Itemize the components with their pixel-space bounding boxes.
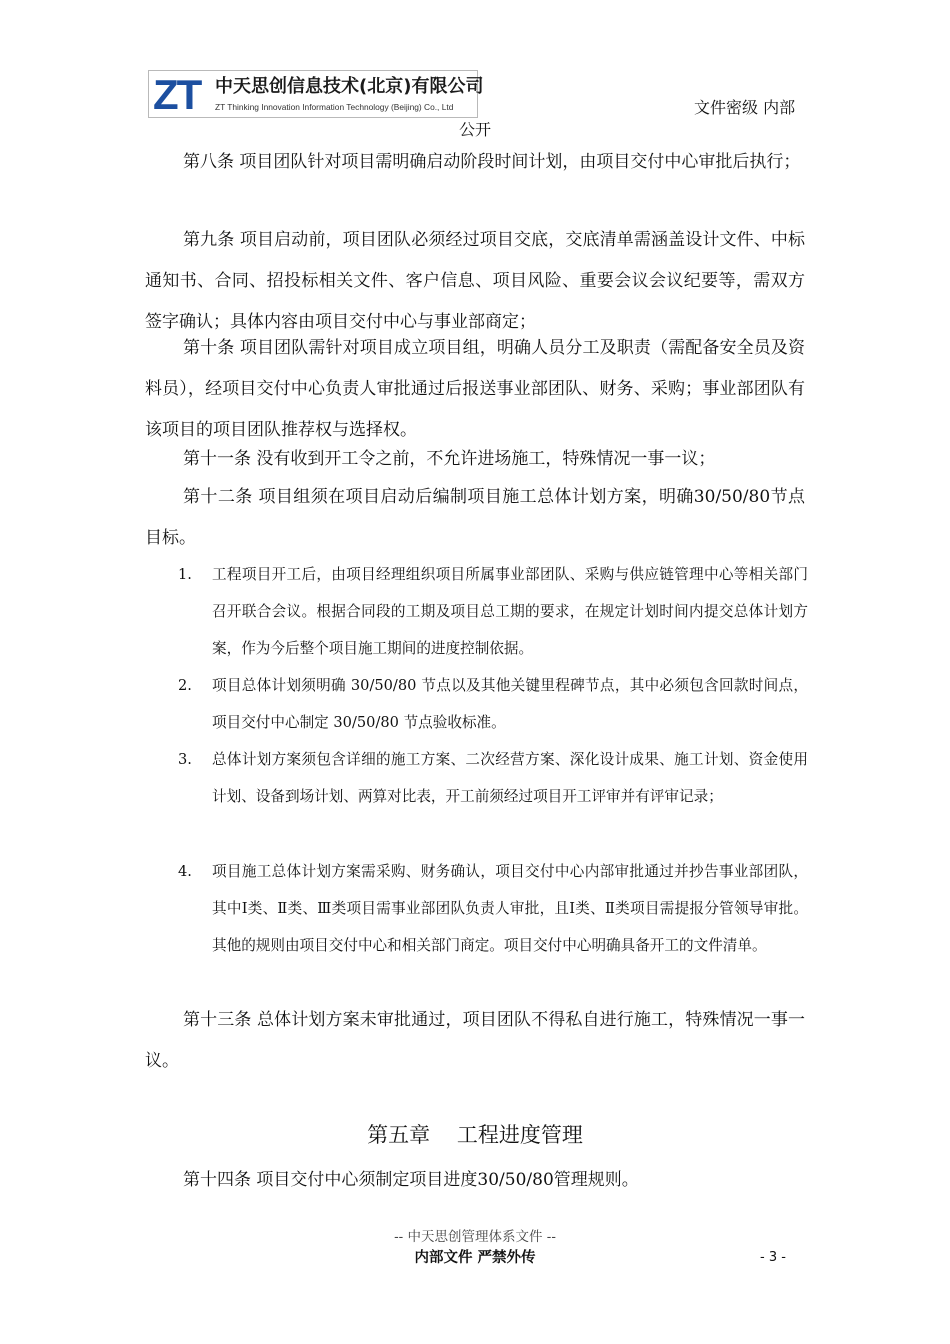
company-name-en: ZT Thinking Innovation Information Technology (Beijing) Co., Ltd	[215, 102, 454, 112]
article-8: 第八条 项目团队针对项目需明确启动阶段时间计划，由项目交付中心审批后执行；	[183, 152, 801, 172]
chapter-heading: 第五章 工程进度管理	[367, 1123, 583, 1147]
article-9: 第九条 项目启动前，项目团队必须经过项目交底，交底清单需涵盖设计文件、中标通知书、合同、招投标相关文件、客户信息、项目风险、重要会议会议纪要等，需双方签字确认；具体内容由项目交付中心与事业部商定；	[145, 230, 805, 332]
page-number: - 3 -	[760, 1250, 786, 1265]
list-item-text: 总体计划方案须包含详细的施工方案、二次经营方案、深化设计成果、施工计划、资金使用计划、设备到场计划、两算对比表，开工前须经过项目开工评审并有评审记录；	[212, 751, 808, 805]
list-item-text: 项目总体计划须明确 30/50/80 节点以及其他关键里程碑节点，其中必须包含回款时间点，项目交付中心制定 30/50/80 节点验收标准。	[212, 677, 808, 731]
list-item	[178, 556, 808, 667]
classification-label-continued: 公开	[459, 120, 492, 139]
article-11: 第十一条 没有收到开工令之前，不允许进场施工，特殊情况一事一议；	[183, 449, 716, 469]
list-item-number: 3.	[178, 751, 192, 768]
list-item	[178, 667, 808, 741]
list-item-number: 4.	[178, 863, 192, 880]
list-item	[178, 741, 808, 815]
list-item-text: 项目施工总体计划方案需采购、财务确认，项目交付中心内部审批通过并抄告事业部团队，其中Ⅰ类、Ⅱ类、Ⅲ类项目需事业部团队负责人审批，且Ⅰ类、Ⅱ类项目需提报分管领导审批。其他的规则由项目交付中心和相关部门商定。项目交付中心明确具备开工的文件清单。	[212, 863, 808, 954]
list-item-number: 1.	[178, 566, 192, 583]
classification-label: 文件密级 内部	[694, 98, 796, 117]
logo-mark: ZT	[153, 71, 201, 118]
list-item-number: 2.	[178, 677, 192, 694]
company-logo	[148, 70, 484, 118]
footer-notice: 内部文件 严禁外传	[414, 1250, 536, 1266]
article-10: 第十条 项目团队需针对项目成立项目组，明确人员分工及职责（需配备安全员及资料员），经项目交付中心负责人审批通过后报送事业部团队、财务、采购；事业部团队有该项目的项目团队推荐权与选择权。	[145, 338, 805, 440]
footer-system-line: -- 中天思创管理体系文件 --	[394, 1229, 556, 1245]
article-13: 第十三条 总体计划方案未审批通过，项目团队不得私自进行施工，特殊情况一事一议。	[145, 1010, 805, 1071]
list-item-text: 工程项目开工后，由项目经理组织项目所属事业部团队、采购与供应链管理中心等相关部门召开联合会议。根据合同段的工期及项目总工期的要求，在规定计划时间内提交总体计划方案，作为今后整个项目施工期间的进度控制依据。	[212, 566, 808, 657]
company-name-cn: 中天思创信息技术(北京)有限公司	[215, 76, 484, 97]
article-14: 第十四条 项目交付中心须制定项目进度30/50/80管理规则。	[183, 1170, 639, 1190]
article-12: 第十二条 项目组须在项目启动后编制项目施工总体计划方案，明确30/50/80节点目标。	[145, 487, 805, 548]
list-item	[178, 853, 808, 964]
